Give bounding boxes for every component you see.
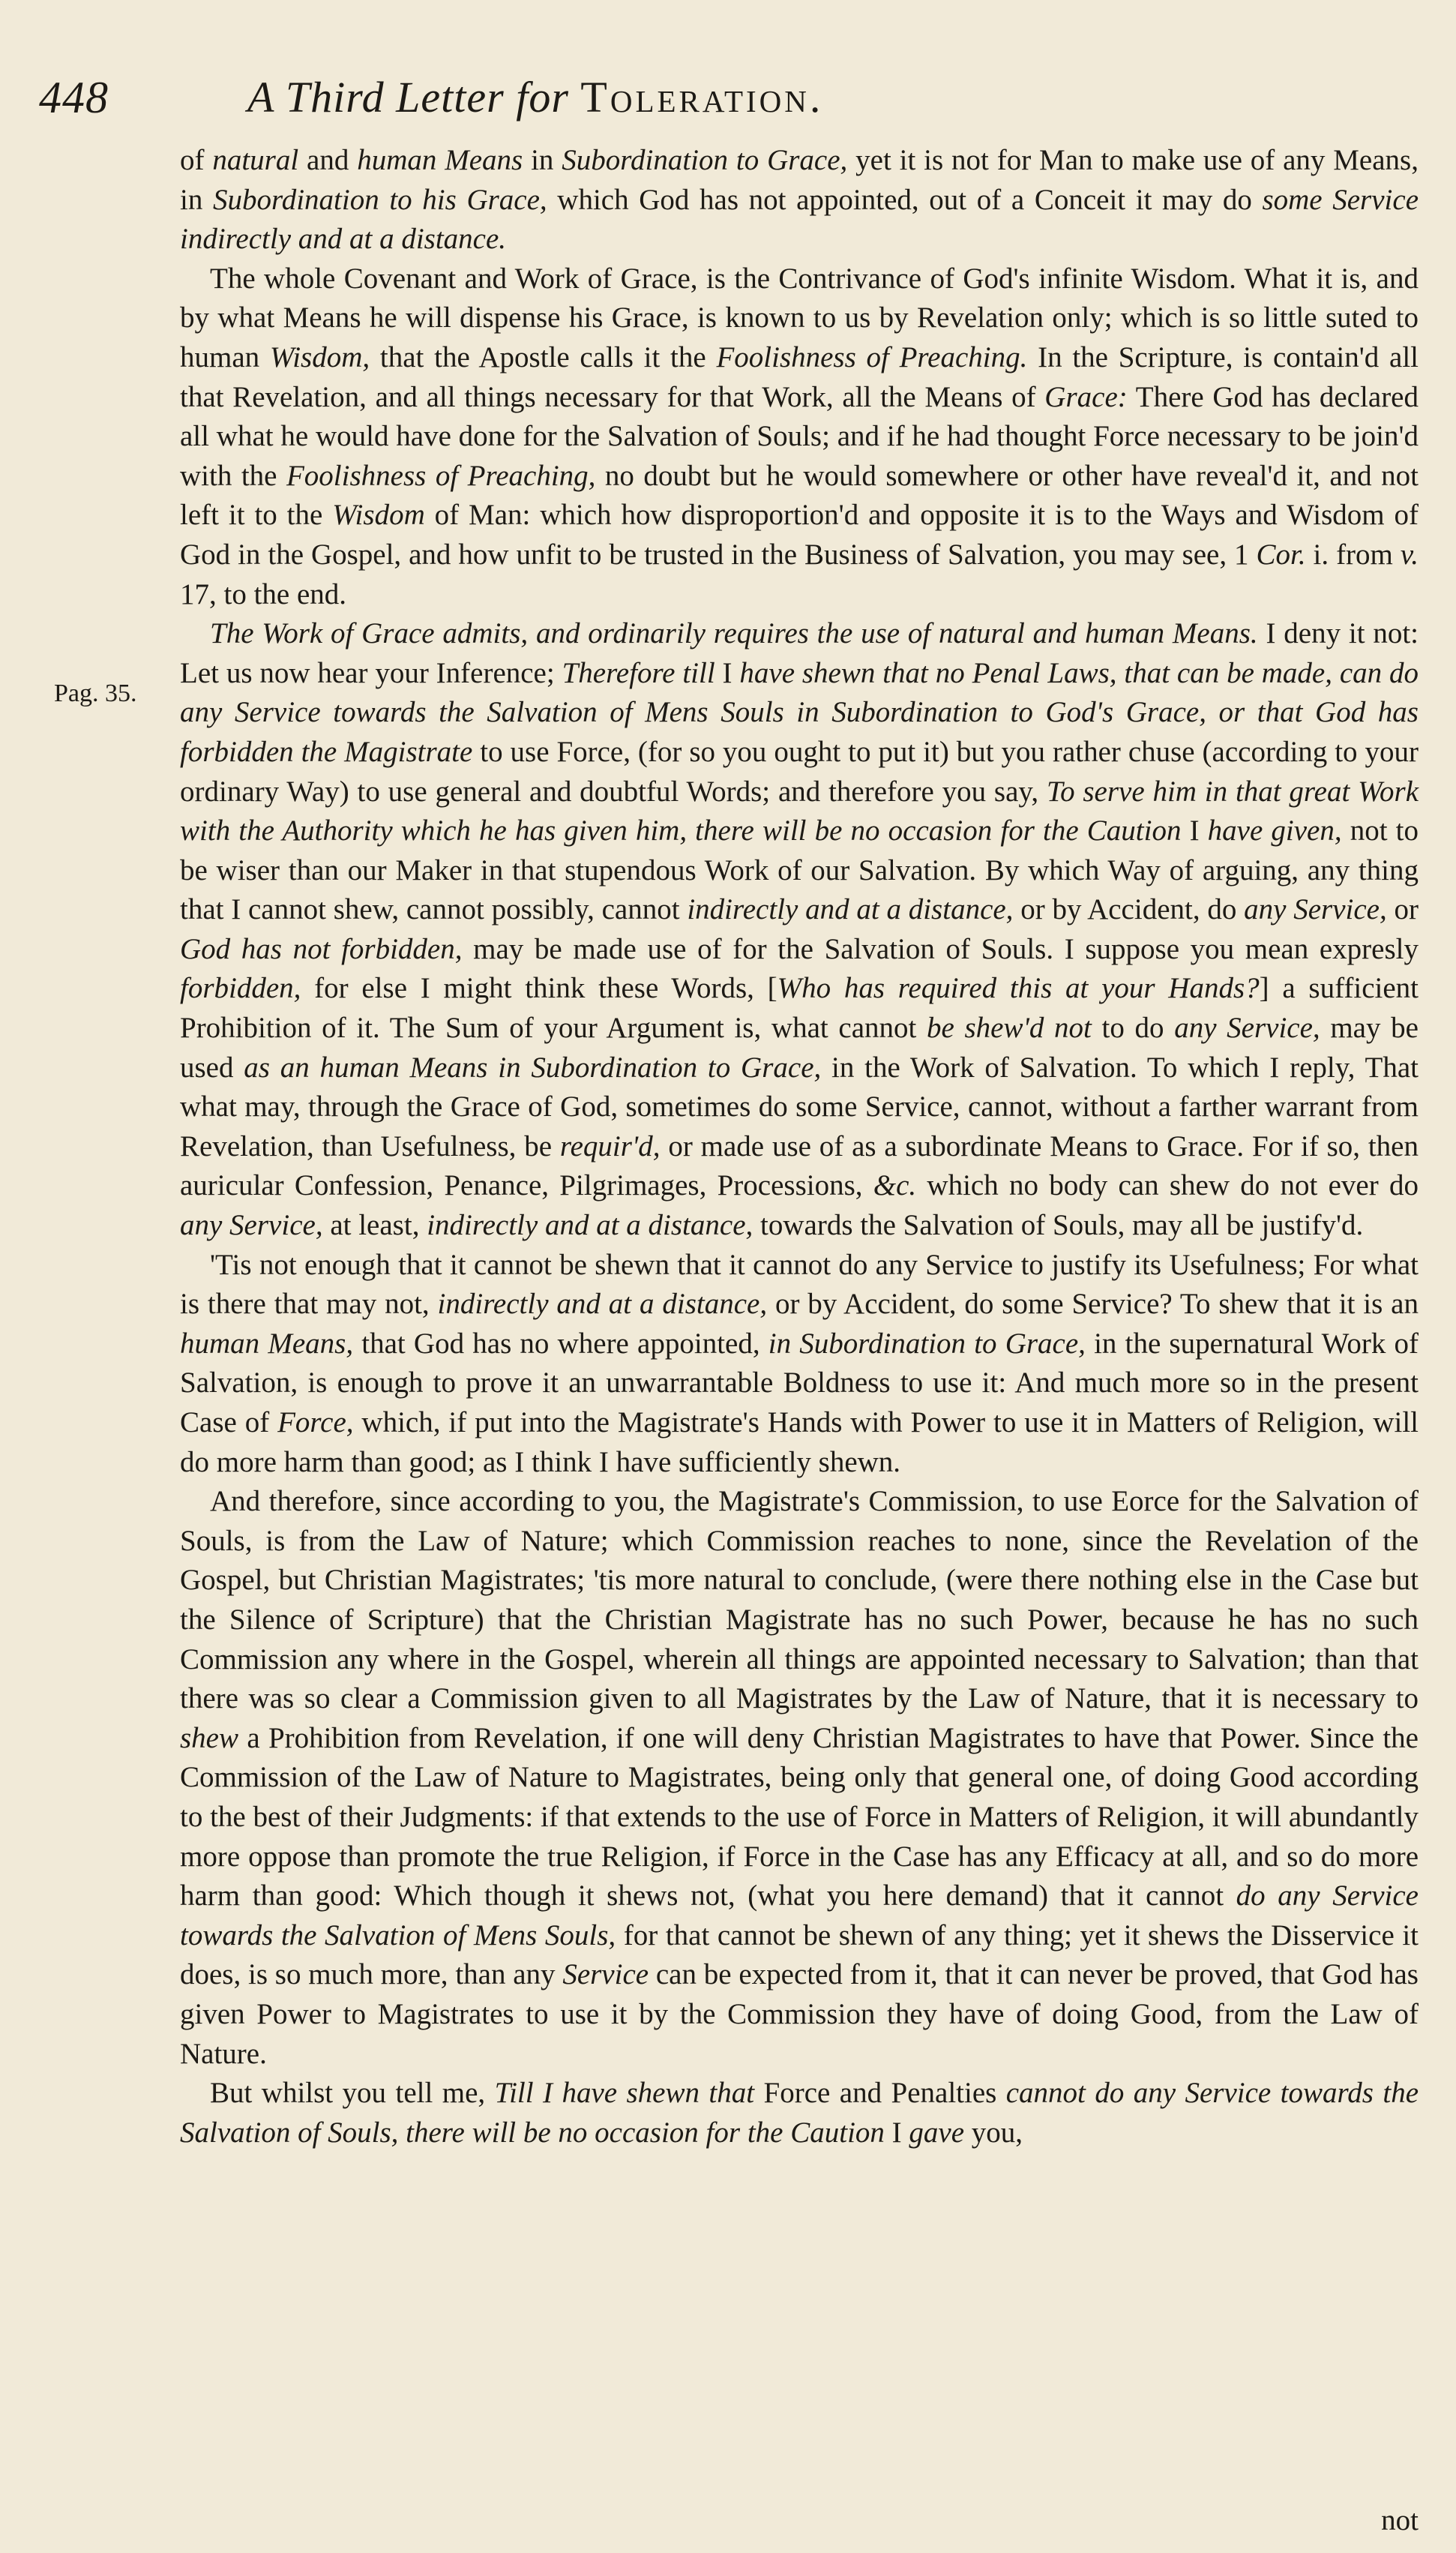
italic-run: Cor. <box>1256 538 1306 571</box>
text-run: But whilst you tell me, <box>210 2077 495 2110</box>
text-run: which no body can shew do not ever do <box>916 1169 1419 1202</box>
text-run: which, if put into the Magistrate's Hands with Power to use it in Matters of Religion, will do more harm than good; as I think I have sufficiently shewn. <box>180 1406 1419 1478</box>
italic-run: Subordination to Grace, <box>562 144 848 176</box>
paragraph-p2 <box>180 260 1419 614</box>
text-run: you, <box>964 2116 1023 2149</box>
italic-run: indirectly and at a distance, <box>427 1209 753 1242</box>
text-run: no doubt but he would somewhere or other have reveal'd it, and not left it to the <box>180 459 1419 532</box>
text-run: 'Tis not enough that it cannot be shewn that it cannot do any Service to justify its Usefulness; For what is there that may not, <box>180 1248 1419 1321</box>
text-run: ] a sufficient Prohibition of it. The Sum of your Argument is, what cannot <box>180 972 1419 1045</box>
paragraph-p4 <box>180 1246 1419 1483</box>
text-run: to do <box>1091 1012 1175 1045</box>
body-text <box>180 141 1419 2152</box>
text-run: 17, to the end. <box>180 578 347 610</box>
italic-run: Wisdom, <box>269 340 370 374</box>
text-run: may be made use of for the Salvation of Souls. I suppose you mean expresly <box>462 932 1419 965</box>
text-run: in the Work of Salvation. To which I reply, That what may, through the Grace of God, sometimes do some Service, cannot, without a farther warrant from Revelation, than Usefulness, be <box>180 1051 1419 1162</box>
italic-run: be shew'd not <box>927 1012 1092 1045</box>
text-run: can be expected from it, that it can never be proved, that God has given Power to Magistrates to use it by the Commission they have of doing Good, from the Law of Nature. <box>180 1958 1419 2070</box>
paragraph-p6 <box>180 2074 1419 2152</box>
text-run: to use Force, (for so you ought to put it) but you rather chuse (according to your ordinary Way) to use general and doubtful Words; and therefore you say, <box>180 735 1419 808</box>
italic-run: human Means, <box>180 1327 354 1360</box>
italic-run: shew <box>180 1721 238 1754</box>
text-run: that God has no where appointed, <box>353 1327 768 1360</box>
paragraph-p3 <box>180 614 1419 1246</box>
text-run: of <box>180 144 213 176</box>
italic-run: human Means <box>357 144 523 176</box>
text-run: or made use of as a subordinate Means to Grace. For if so, then auricular Confession, Penance, Pilgrimages, Processions, <box>180 1130 1419 1202</box>
margin-note: Pag. 35. <box>54 680 137 707</box>
text-run: not to be wiser than our Maker in that stupendous Work of our Salvation. By which Way of arguing, any thing that I cannot shew, cannot possibly, cannot <box>180 814 1419 926</box>
italic-run: have shewn that no Penal Laws, that can be made, can do any Service towards the Salvation of Mens Souls in Subordination to God's Grace, or that God has forbidden the Magistrate <box>180 656 1419 768</box>
italic-run: as an human Means in Subordination to Grace, <box>244 1051 822 1084</box>
text-run: may be used <box>180 1012 1419 1084</box>
text-run: I <box>1181 814 1208 848</box>
text-run: i. from <box>1305 538 1401 571</box>
paragraph-p1 <box>180 141 1419 260</box>
italic-run: God has not forbidden, <box>180 932 463 965</box>
italic-run: some Service indirectly and at a distance. <box>180 183 1419 256</box>
italic-run: Till I have shewn that <box>494 2077 755 2110</box>
italic-run: indirectly and at a distance, <box>437 1288 768 1321</box>
text-run: in <box>523 144 562 176</box>
italic-run: requir'd, <box>559 1130 661 1162</box>
text-run: yet it is not for Man to make use of any Means, in <box>180 144 1419 216</box>
catchword: not <box>1381 2504 1419 2536</box>
text-run: And therefore, since according to you, the Magistrate's Commission, to use Eorce for the Salvation of Souls, is from the Law of Nature; which Commission reaches to none, since the Revelation of the Gospel, but Christian Magistrates; 'tis more natural to conclude, (were there nothing else in the Case but the Silence of Scripture) that the Christian Magistrate has no such Power, because he has no such Commission any where in the Gospel, wherein all things are appointed necessary to Salvation; than that there was so clear a Commission given to all Magistrates by the Law of Nature, that it is necessary to <box>180 1485 1419 1715</box>
text-run: of Man: which how disproportion'd and opposite it is to the Ways and Wisdom of God in the Gospel, and how unfit to be trusted in the Business of Salvation, you may see, 1 <box>180 499 1419 571</box>
italic-run: Foolishness of Preaching. <box>716 340 1028 374</box>
italic-run: indirectly and at a distance, <box>687 893 1014 926</box>
italic-run: any Service, <box>1174 1012 1320 1045</box>
text-run: There God has declared all what he would have done for the Salvation of Souls; and if he had thought Force necessary to be join'd with the <box>180 380 1419 492</box>
italic-run: any Service, <box>180 1209 323 1242</box>
text-run: at least, <box>322 1209 427 1242</box>
text-run: or <box>1386 893 1419 926</box>
text-run: In the Scripture, is contain'd all that Revelation, and all things necessary for that Work, all the Means of <box>180 340 1419 413</box>
text-run: for else I might think these Words, [ <box>301 972 777 1005</box>
italic-run: &c. <box>873 1169 917 1202</box>
italic-run: Wisdom <box>332 499 425 532</box>
italic-run: v. <box>1400 538 1419 571</box>
running-head-caps: Toleration. <box>580 73 824 122</box>
italic-run: Foolishness of Preaching, <box>286 459 596 492</box>
italic-run: any Service, <box>1244 893 1387 926</box>
text-run: that the Apostle calls it the <box>370 340 717 374</box>
italic-run: forbidden, <box>180 972 301 1005</box>
text-run: a Prohibition from Revelation, if one will deny Christian Magistrates to have that Power. Since the Commission of the Law of Nature to Magistrates, being only that general one, of doing Good according to the best of their Judgments: if that extends to the use of Force in Matters of Religion, it will abundantly more oppose than promote the true Religion, if Force in the Case has any Efficacy at all, and so do more harm than good: Which though it shews not, (what you here demand) that it cannot <box>180 1721 1419 1912</box>
italic-run: Therefore till <box>562 656 715 689</box>
italic-run: cannot do any Service towards the Salvation of Souls, there will be no occasion for the Caution <box>180 2077 1419 2149</box>
paragraph-p5 <box>180 1482 1419 2074</box>
text-run: in the supernatural Work of Salvation, is enough to prove it an unwarrantable Boldness to use it: And much more so in the present Case of <box>180 1327 1419 1438</box>
italic-run: natural <box>212 144 299 176</box>
page-number: 448 <box>39 73 109 122</box>
text-run: or by Accident, do <box>1013 893 1245 926</box>
italic-run: The Work of Grace admits, and ordinarily requires the use of natural and human Means. <box>210 617 1258 650</box>
text-run: The whole Covenant and Work of Grace, is the Contrivance of God's infinite Wisdom. What it is, and by what Means he will dispense his Grace, is known to us by Revelation only; which is so little suted to human <box>180 262 1419 374</box>
text-run: I <box>715 656 740 689</box>
italic-run: Who has required this at your Hands? <box>777 972 1260 1005</box>
italic-run: Grace: <box>1044 380 1128 413</box>
running-head-title: A Third Letter for <box>247 73 569 122</box>
italic-run: Subordination to his Grace, <box>212 183 547 216</box>
text-run: Force and Penalties <box>754 2077 1006 2110</box>
running-head <box>247 72 823 122</box>
text-run: I deny it not: Let us now hear your Inference; <box>180 617 1419 689</box>
italic-run: To serve him in that great Work with the Authority which he has given him, there will be no occasion for the Caution <box>180 775 1419 848</box>
italic-run: do any Service towards the Salvation of Mens Souls, <box>180 1880 1419 1952</box>
text-run: or by Accident, do some Service? To shew that it is an <box>767 1288 1419 1321</box>
italic-run: gave <box>909 2116 965 2149</box>
italic-run: Service <box>562 1958 649 1991</box>
text-run: towards the Salvation of Souls, may all be justify'd. <box>753 1209 1364 1242</box>
text-run: and <box>298 144 358 176</box>
italic-run: in Subordination to Grace, <box>768 1327 1086 1360</box>
text-run: I <box>884 2116 909 2149</box>
text-run: for that cannot be shewn of any thing; yet it shews the Disservice it does, is so much more, than any <box>180 1918 1419 1991</box>
italic-run: have given, <box>1207 814 1342 848</box>
italic-run: Force, <box>277 1406 354 1438</box>
text-run: which God has not appointed, out of a Conceit it may do <box>547 183 1263 216</box>
